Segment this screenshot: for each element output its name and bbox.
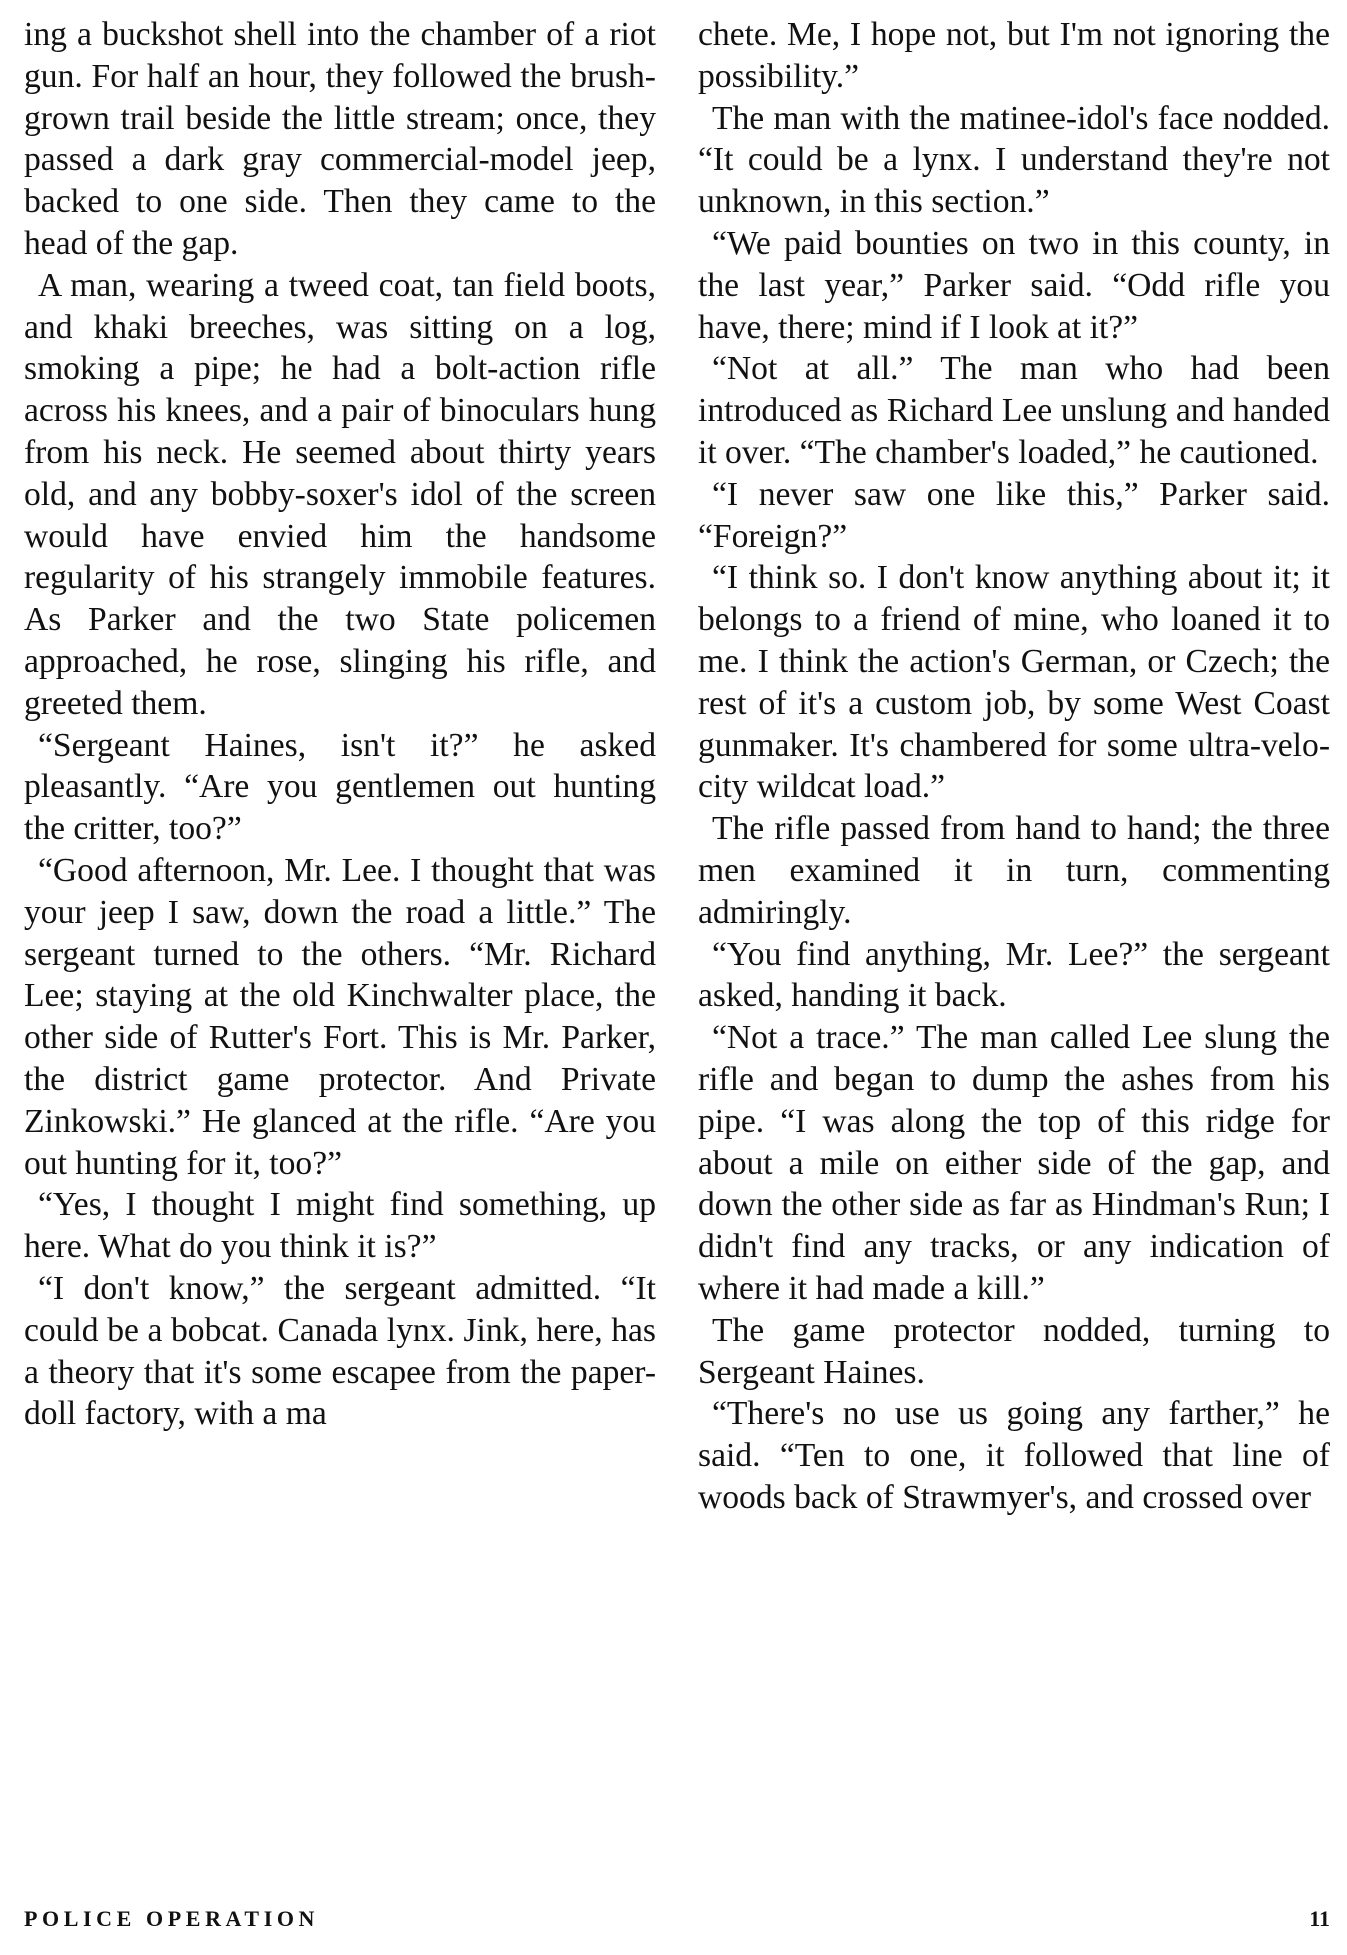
paragraph: chete. Me, I hope not, but I'm not ignoring the possibility.”: [698, 16, 1330, 95]
left-column: [24, 14, 656, 1435]
paragraph: “Sergeant Haines, isn't it?” he asked pleasantly. “Are you gentlemen out hunting the critter, too?”: [24, 726, 656, 848]
paragraph: “I never saw one like this,” Parker said. “Foreign?”: [698, 475, 1330, 555]
paragraph: “There's no use us going any farther,” he said. “Ten to one, it followed that line of woods back of Strawmyer's, and crossed over: [698, 1395, 1330, 1516]
paragraph: The rifle passed from hand to hand; the three men examined it in turn, commenting admiringly.: [698, 810, 1330, 931]
paragraph: “Good afternoon, Mr. Lee. I thought that was your jeep I saw, down the road a little.” The sergeant turned to the others. “Mr. Richard Lee; staying at the old Kinchwalter place, the other side of Rutter's Fort. This is Mr. Parker, the district game protector. And Private Zinkowski.” He glanced at the rifle. “Are you out hunting for it, too?”: [24, 851, 656, 1182]
paragraph: “We paid bounties on two in this county, in the last year,” Parker said. “Odd rifle you have, there; mind if I look at it?”: [698, 224, 1330, 346]
paragraph: “You find anything, Mr. Lee?” the sergeant asked, handing it back.: [698, 935, 1330, 1015]
paragraph: “I don't know,” the sergeant admitted. “It could be a bobcat. Canada lynx. Jink, here, has a theory that it's some escapee from the paper-doll factory, with a ma: [24, 1269, 656, 1433]
running-head: POLICE OPERATION: [24, 1906, 320, 1931]
page-number: 11: [1309, 1906, 1330, 1931]
paragraph: A man, wearing a tweed coat, tan field boots, and khaki breeches, was sitting on a log, smoking a pipe; he had a bolt-action rifle across his knees, and a pair of binoculars hung from his neck. He seemed about thirty years old, and any bobby-soxer's idol of the screen would have envied him the handsome regularity of his strangely immobile features. As Parker and the two State policemen approached, he rose, slinging his rifle, and greeted them.: [24, 266, 656, 722]
right-column: [698, 14, 1330, 1519]
paragraph: The game protector nodded, turning to Sergeant Haines.: [698, 1311, 1330, 1391]
paragraph: ing a buckshot shell into the chamber of a riot gun. For half an hour, they followed the brush-grown trail beside the little stream; once, they passed a dark gray commercial-model jeep, backed to one side. Then they came to the head of the gap.: [24, 16, 656, 262]
paragraph: “Not at all.” The man who had been introduced as Richard Lee unslung and handed it over. “The chamber's loaded,” he cautioned.: [698, 350, 1330, 471]
paragraph: “Yes, I thought I might find something, up here. What do you think it is?”: [24, 1186, 656, 1266]
paragraph: “I think so. I don't know anything about it; it belongs to a friend of mine, who loaned it to me. I think the action's German, or Czech; the rest of it's a custom job, by some West Coast gunmaker. It's chambered for some ultra-velocity wildcat load.”: [698, 559, 1330, 806]
paragraph: “Not a trace.” The man called Lee slung the rifle and began to dump the ashes from his pipe. “I was along the top of this ridge for about a mile on either side of the gap, and down the other side as far as Hindman's Run; I didn't find any tracks, or any indication of where it had made a kill.”: [698, 1019, 1330, 1307]
paragraph: The man with the matinee-idol's face nodded. “It could be a lynx. I understand they're not unknown, in this section.”: [698, 99, 1330, 221]
page-footer: [24, 1906, 1330, 1942]
